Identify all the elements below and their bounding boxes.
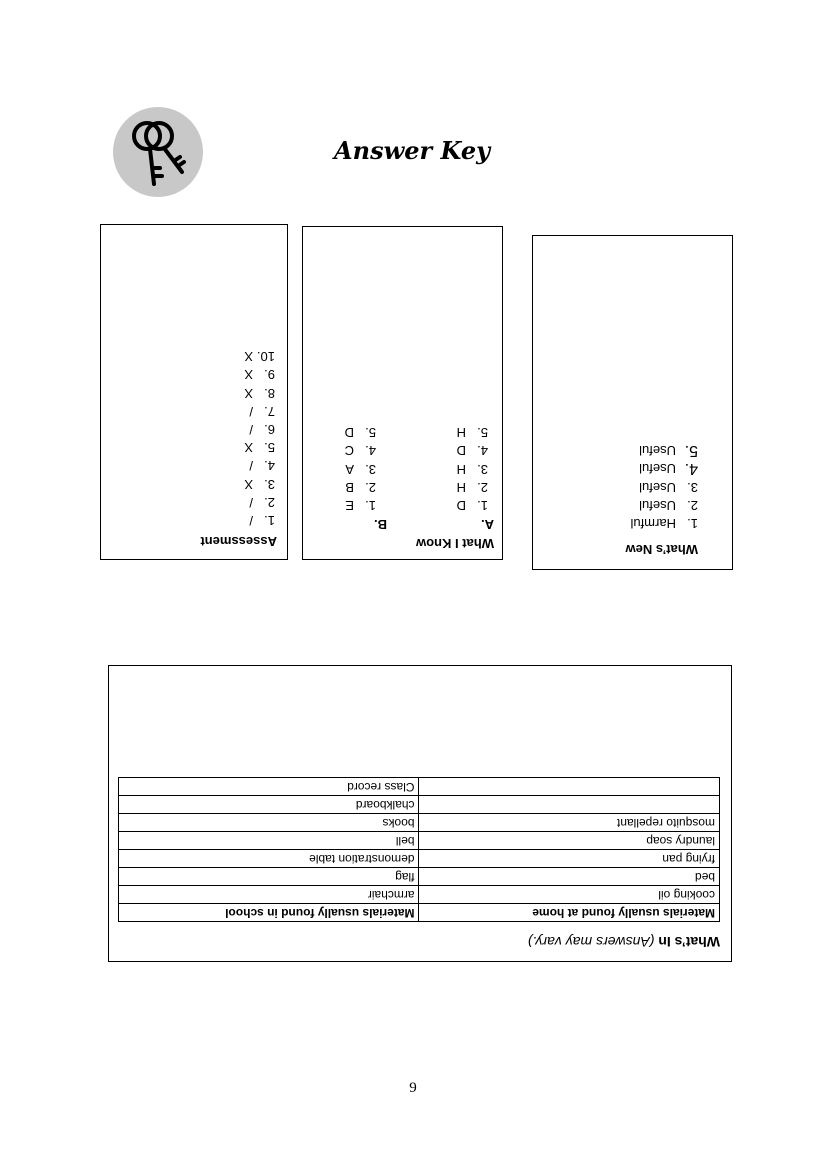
table-row: [119, 832, 720, 850]
table-cell: armchair: [119, 886, 420, 904]
list-item: 2.B: [345, 479, 376, 495]
list-item: 7./: [249, 403, 275, 419]
list-item: 4.Useful: [639, 460, 698, 478]
table-cell: cooking oil: [419, 886, 720, 904]
list-item: 2.Useful: [639, 497, 698, 513]
table-cell: [419, 796, 720, 814]
whats-in-note: (Answers may vary.): [527, 934, 655, 950]
table-cell: bell: [119, 832, 420, 850]
whats-in-title: What’s In: [658, 934, 720, 950]
list-item: 5.H: [456, 425, 488, 441]
table-cell: mosquito repellant: [419, 814, 720, 832]
list-item: 5.X: [244, 440, 275, 456]
what-i-know-box: [302, 226, 503, 560]
list-item: 3.Useful: [639, 479, 698, 495]
part-a-label: A.: [481, 517, 494, 532]
table-cell: [419, 778, 720, 796]
assessment-heading: Assessment: [200, 534, 277, 549]
list-item: 5.D: [344, 425, 376, 441]
table-cell: demonstration table: [119, 850, 420, 868]
list-item: 1.Harmful: [630, 516, 698, 531]
list-item: 6./: [249, 422, 275, 438]
list-item: 1.D: [456, 498, 488, 513]
whats-new-heading: What’s New: [625, 542, 698, 557]
list-item: 1./: [249, 513, 275, 528]
list-item: 3.A: [345, 461, 376, 477]
table-row: [119, 796, 720, 814]
table-cell: Class record: [119, 778, 420, 796]
table-cell: frying pan: [419, 850, 720, 868]
list-item: 5.Useful: [639, 442, 698, 460]
keys-icon: [112, 106, 204, 198]
list-item: 3.H: [456, 461, 488, 477]
list-item: 9.X: [244, 367, 275, 383]
table-cell: flag: [119, 868, 420, 886]
whats-new-box: [532, 235, 733, 570]
list-item: 4./: [249, 458, 275, 474]
table-row: [119, 886, 720, 904]
assessment-box: [100, 224, 288, 560]
table-cell: books: [119, 814, 420, 832]
materials-table: [118, 777, 720, 922]
whats-new-list: [630, 441, 698, 532]
list-item: 4.D: [456, 443, 488, 459]
part-a-list: [457, 423, 488, 514]
list-item: 3.X: [244, 476, 275, 492]
list-item: 4.C: [344, 443, 376, 459]
whats-in-heading: [528, 934, 720, 950]
table-row: [119, 778, 720, 796]
whats-in-box: [108, 665, 732, 962]
part-b-list: [345, 423, 376, 514]
table-row: [119, 850, 720, 868]
part-b-label: B.: [374, 517, 387, 532]
assessment-list: [244, 347, 275, 529]
table-cell: laundry soap: [419, 832, 720, 850]
table-header-row: [119, 904, 720, 922]
list-item: 8.X: [244, 385, 275, 401]
column-header-school: Materials usually found in school: [119, 904, 420, 922]
table-cell: chalkboard: [119, 796, 420, 814]
what-i-know-heading: What I Know: [416, 536, 494, 551]
list-item: 2.H: [456, 479, 488, 495]
list-item: 2./: [249, 494, 275, 510]
table-cell: bed: [419, 868, 720, 886]
page-number: 9: [409, 1080, 417, 1096]
page-title: Answer Key: [334, 136, 491, 165]
list-item: 10.X: [244, 349, 275, 365]
list-item: 1.E: [345, 498, 376, 513]
table-row: [119, 814, 720, 832]
column-header-home: Materials usually found at home: [419, 904, 720, 922]
table-row: [119, 868, 720, 886]
